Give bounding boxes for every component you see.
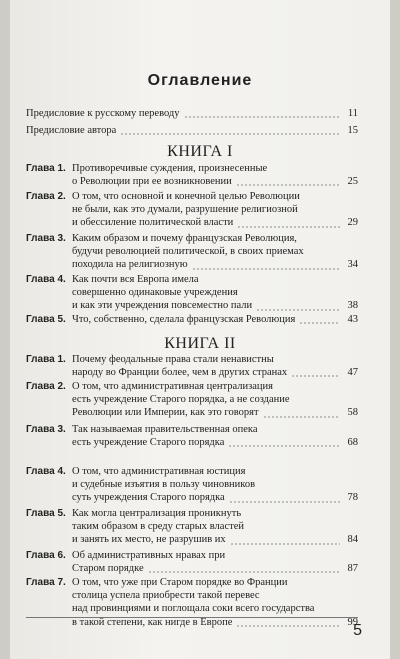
toc-entry — [26, 107, 358, 120]
chapter-text: Что, собственно, сделала французская Революция — [72, 314, 296, 325]
toc-line — [26, 465, 358, 478]
chapter-text: Как почти вся Европа имела — [72, 274, 199, 285]
toc-entry — [26, 190, 358, 230]
toc-entry — [26, 423, 358, 449]
chapter-text: Так называемая правительственная опека — [72, 424, 258, 435]
toc-line — [26, 313, 358, 326]
toc-line — [26, 576, 358, 589]
entry-page: 38 — [347, 300, 358, 312]
leader-dots — [263, 416, 340, 418]
toc-entry — [26, 273, 358, 313]
chapter-text: Об административных нравах при — [72, 550, 226, 561]
toc-line — [26, 216, 358, 229]
entry-page: 84 — [347, 534, 358, 546]
footer-rule — [26, 617, 358, 618]
entry-page: 11 — [347, 107, 358, 119]
chapter-label: Глава 3. — [26, 424, 66, 435]
toc-line — [26, 423, 358, 436]
toc-line — [26, 406, 358, 419]
chapter-text: и как эти учреждения повсеместно пали — [72, 300, 253, 312]
leader-dots — [291, 375, 340, 377]
toc-line — [26, 507, 358, 520]
toc-entry — [26, 124, 358, 137]
toc-entry — [26, 232, 358, 272]
chapter-text: и обессиление политической власти — [72, 217, 234, 229]
chapter-text: о Революции при ее возникновении — [72, 176, 232, 188]
page-number: 5 — [353, 622, 362, 639]
leader-dots — [237, 226, 340, 228]
chapter-text: народу во Франции более, чем в других странах — [72, 367, 288, 379]
chapter-label: Глава 3. — [26, 233, 66, 244]
chapter-label: Глава 7. — [26, 577, 66, 588]
chapter-text: в такой степени, как нигде в Европе — [72, 616, 233, 628]
chapter-text: таким образом в среду старых властей — [72, 521, 244, 533]
toc-line — [26, 549, 358, 562]
toc-line — [26, 602, 358, 615]
chapter-label: Глава 5. — [26, 508, 66, 519]
toc-line — [26, 366, 358, 379]
chapter-label: Глава 6. — [26, 550, 66, 561]
chapter-text: совершенно одинаковые учреждения — [72, 287, 238, 299]
chapter-text: Старом порядке — [72, 563, 144, 575]
leader-dots — [299, 322, 340, 324]
entry-page: 87 — [347, 563, 358, 575]
entry-page: 15 — [347, 124, 358, 136]
chapter-label: Глава 1. — [26, 354, 66, 365]
entry-page: 29 — [347, 217, 358, 229]
toc-line — [26, 299, 358, 312]
toc-line — [26, 203, 358, 216]
chapter-label: Глава 5. — [26, 314, 66, 325]
chapter-text: будучи революцией политической, в своих приемах — [72, 246, 304, 258]
chapter-text: столица успела приобрести такой перевес — [72, 590, 260, 602]
toc-line — [26, 533, 358, 546]
toc-line — [26, 478, 358, 491]
chapter-label: Глава 4. — [26, 466, 66, 477]
toc-line — [26, 258, 358, 271]
chapter-label: Глава 2. — [26, 191, 66, 202]
toc-entry — [26, 380, 358, 420]
toc-entry — [26, 576, 358, 629]
chapter-text: есть учреждение Старого порядка, а не создание — [72, 394, 290, 406]
toc-entry — [26, 313, 358, 326]
page-title: Оглавление — [147, 72, 253, 89]
left-margin-bleed — [0, 0, 10, 659]
toc-line — [26, 124, 358, 137]
entry-page: 43 — [347, 313, 358, 325]
chapter-label: Глава 1. — [26, 163, 66, 174]
toc-line — [26, 353, 358, 366]
leader-dots — [229, 501, 340, 503]
toc-line — [26, 190, 358, 203]
chapter-text: и судебные изъятия в пользу чиновников — [72, 479, 256, 491]
toc-line — [26, 393, 358, 406]
chapter-text: О том, что административная централизация — [72, 381, 273, 392]
toc-line — [26, 491, 358, 504]
chapter-text: О том, что уже при Старом порядке во Франции — [72, 577, 288, 588]
entry-page: 47 — [347, 367, 358, 379]
leader-dots — [256, 309, 340, 311]
toc-line — [26, 589, 358, 602]
leader-dots — [148, 571, 340, 573]
leader-dots — [184, 116, 340, 118]
leader-dots — [230, 543, 340, 545]
entry-page: 25 — [347, 176, 358, 188]
chapter-label: Глава 4. — [26, 274, 66, 285]
entry-page: 78 — [347, 492, 358, 504]
chapter-text: О том, что административная юстиция — [72, 466, 246, 477]
entry-page: 58 — [347, 407, 358, 419]
toc-line — [26, 107, 358, 120]
entry-title: Предисловие к русскому переводу — [26, 108, 180, 119]
chapter-text: Революции или Империи, как это говорят — [72, 407, 259, 419]
leader-dots — [120, 133, 340, 135]
chapter-text: и занять их место, не разрушив их — [72, 534, 226, 546]
toc-entry — [26, 162, 358, 188]
chapter-text: Почему феодальные права стали ненавистны — [72, 354, 274, 365]
chapter-text: Каким образом и почему французская Революция, — [72, 233, 297, 244]
chapter-text: над провинциями и поглощала соки всего государства — [72, 603, 315, 615]
chapter-text: есть учреждение Старого порядка — [72, 437, 225, 449]
leader-dots — [236, 184, 340, 186]
entry-title: Предисловие автора — [26, 125, 117, 136]
chapter-text: не были, как это думали, разрушение религиозной — [72, 204, 298, 216]
leader-dots — [228, 445, 340, 447]
toc-line — [26, 245, 358, 258]
chapter-text: Как могла централизация проникнуть — [72, 508, 242, 519]
entry-page: 34 — [347, 259, 358, 271]
book-title: КНИГА I — [167, 143, 233, 160]
leader-dots — [236, 625, 340, 627]
toc-line — [26, 232, 358, 245]
entry-page: 68 — [347, 437, 358, 449]
chapter-text: суть учреждения Старого порядка — [72, 492, 225, 504]
toc-entry — [26, 465, 358, 505]
chapter-text: походила на религиозную — [72, 259, 188, 271]
toc-line — [26, 436, 358, 449]
leader-dots — [192, 268, 340, 270]
toc-line — [26, 286, 358, 299]
toc-line — [26, 162, 358, 175]
toc-entry — [26, 353, 358, 379]
right-margin-bleed — [390, 0, 400, 659]
toc-entry — [26, 507, 358, 547]
toc-line — [26, 273, 358, 286]
chapter-text: Противоречивые суждения, произнесенные — [72, 163, 268, 174]
book-title: КНИГА II — [164, 335, 236, 352]
toc-line — [26, 380, 358, 393]
chapter-text: О том, что основной и конечной целью Революции — [72, 191, 300, 202]
toc-line — [26, 562, 358, 575]
entry-page: 99 — [347, 616, 358, 628]
toc-line — [26, 175, 358, 188]
chapter-label: Глава 2. — [26, 381, 66, 392]
toc-line — [26, 520, 358, 533]
toc-entry — [26, 549, 358, 575]
